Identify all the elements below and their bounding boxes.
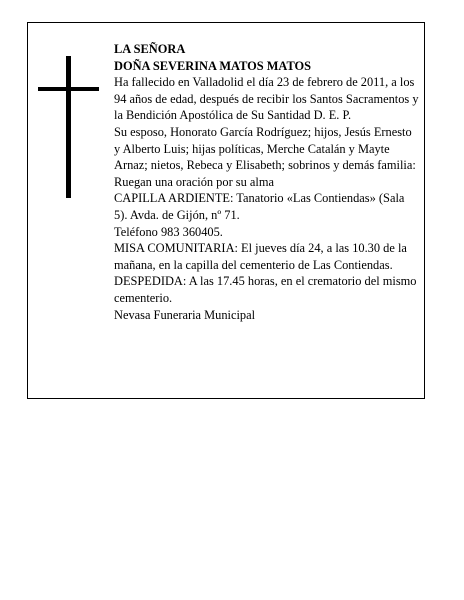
cross-horizontal-bar — [38, 87, 99, 91]
chapel-info: CAPILLA ARDIENTE: Tanatorio «Las Contiendas» (Sala 5). Avda. de Gijón, nº 71. — [114, 191, 405, 222]
obituary-text — [114, 41, 420, 323]
cross-vertical-bar — [66, 56, 71, 198]
mass-info: MISA COMUNITARIA: El jueves día 24, a las 10.30 de la mañana, en la capilla del cementerio de Las Contiendas. — [114, 241, 407, 272]
family-list: Su esposo, Honorato García Rodríguez; hijos, Jesús Ernesto y Alberto Luis; hijas políticas, Merche Catalán y Mayte Arnaz; nietos, Rebeca y Elisabeth; sobrinos y demás familia: — [114, 124, 416, 173]
obituary-notice — [27, 22, 425, 399]
farewell-info: DESPEDIDA: A las 17.45 horas, en el crematorio del mismo cementerio. — [114, 274, 417, 305]
notice-title: LA SEÑORA — [114, 42, 186, 56]
deceased-name: DOÑA SEVERINA MATOS MATOS — [114, 58, 312, 73]
prayer-request: Ruegan una oración por su alma — [114, 174, 274, 189]
death-announcement: Ha fallecido en Valladolid el día 23 de febrero de 2011, a los 94 años de edad, después de recibir los Santos Sacramentos y la Bendición Apostólica de Su Santidad D. E. P. — [114, 75, 419, 123]
funeral-home: Nevasa Funeraria Municipal — [114, 307, 256, 322]
phone-number: Teléfono 983 360405. — [114, 224, 223, 239]
